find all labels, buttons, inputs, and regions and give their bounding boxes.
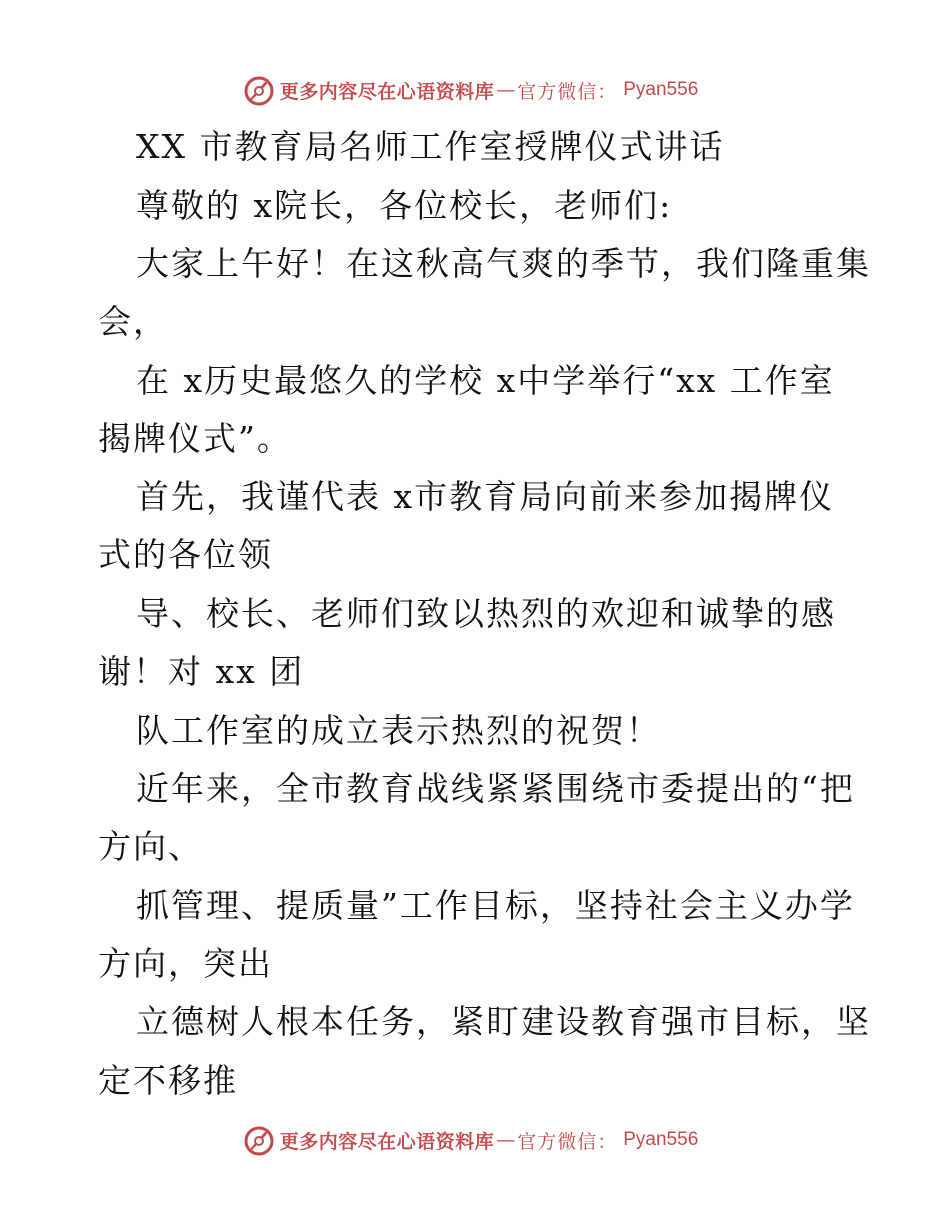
text-line: 近年来，全市教育战线紧紧围绕市委提出的“把	[136, 769, 855, 808]
text-line: 首先，我谨代表 x市教育局向前来参加揭牌仪	[136, 477, 835, 516]
text-line: 导、校长、老师们致以热烈的欢迎和诚挚的感	[136, 594, 836, 633]
text-line: 在 x历史最悠久的学校 x中学举行“xx 工作室	[136, 361, 835, 400]
watermark-id: Pyan556	[623, 79, 699, 100]
text-line: 队工作室的成立表示热烈的祝贺！	[136, 711, 661, 750]
footer-watermark	[0, 1120, 950, 1160]
watermark-label: 官方微信：	[517, 1130, 618, 1153]
watermark-label: 官方微信：	[517, 80, 618, 103]
document-title: XX 市教育局名师工作室授牌仪式讲话	[136, 127, 725, 166]
pen-logo-icon	[242, 1123, 276, 1157]
text-line: 式的各位领	[98, 535, 273, 574]
text-line: 会，	[98, 302, 168, 341]
text-line: 方向，突出	[98, 944, 273, 983]
text-line: 谢！对 xx 团	[98, 652, 305, 691]
text-line: 大家上午好！在这秋高气爽的季节，我们隆重集	[136, 244, 871, 283]
text-line: 方向、	[98, 827, 203, 866]
watermark-dash: —	[496, 1129, 516, 1151]
watermark-id: Pyan556	[623, 1129, 699, 1150]
text-line: 立德树人根本任务，紧盯建设教育强市目标，坚	[136, 1002, 871, 1041]
pen-logo-icon	[242, 73, 276, 107]
text-line: 尊敬的 x院长，各位校长，老师们:	[136, 186, 673, 225]
watermark-text: 更多内容尽在心语资料库	[279, 80, 495, 103]
text-line: 揭牌仪式”。	[98, 419, 292, 458]
text-line: 抓管理、提质量”工作目标，坚持社会主义办学	[136, 886, 855, 925]
header-watermark	[0, 70, 950, 110]
watermark-dash: —	[496, 79, 516, 101]
text-line: 定不移推	[98, 1061, 238, 1100]
watermark-text: 更多内容尽在心语资料库	[279, 1130, 495, 1153]
